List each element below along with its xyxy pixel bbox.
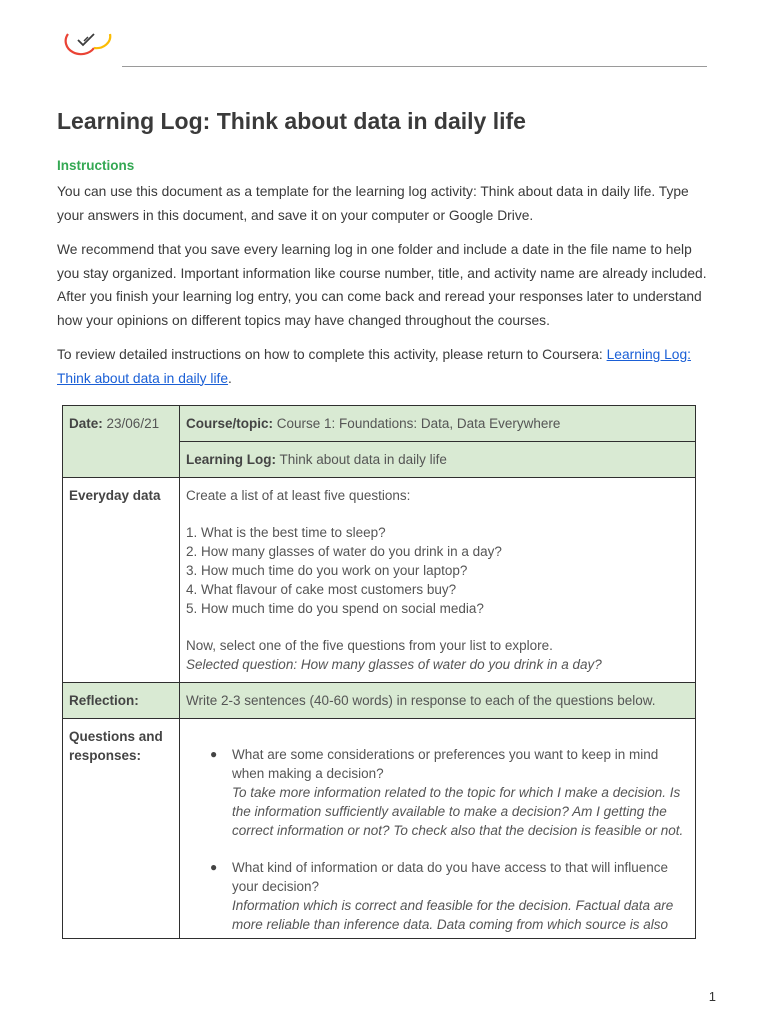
response-answer: Information which is correct and feasible for the decision. Factual data are more reliable than inference data. Data coming from which source is also [232,898,674,932]
date-value: 23/06/21 [106,416,160,431]
questions-intro: Create a list of at least five questions: [186,488,411,503]
response-answer: To take more information related to the topic for which I make a decision. Is the information sufficiently available to make a decision? Am I getting the correct information or not? To check also that the decision is feasible or not. [232,785,684,838]
course-label: Course/topic: [186,416,274,431]
instructions-paragraph-3 [57,343,709,390]
log-title-cell [180,442,696,478]
instructions-p3-text: To review detailed instructions on how to complete this activity, please return to Coursera: [57,347,607,362]
instructions-heading: Instructions [57,158,135,173]
questions-list [186,523,689,618]
reflection-cell [180,683,696,719]
qr-label: Questions and responses: [69,729,163,763]
instructions-paragraph-2: We recommend that you save every learning log in one folder and include a date in the file name to help you stay organized. Important information like course number, title, and activity name are already included. After you finish your learning log entry, you can come back and reread your responses later to understand how your opinions on different topics may have changed throughout the courses. [57,242,707,328]
list-item: 2. How many glasses of water do you drink in a day? [186,544,502,559]
page-number: 1 [708,989,716,1004]
response-question: What are some considerations or preferences you want to keep in mind when making a decision? [232,747,659,781]
page-title: Learning Log: Think about data in daily life [57,108,526,134]
list-item: 1. What is the best time to sleep? [186,525,386,540]
course-cell [180,406,696,442]
everyday-data-label: Everyday data [69,488,161,503]
response-item [186,858,689,934]
list-item: 5. How much time do you spend on social media? [186,601,484,616]
qr-label-cell [63,719,180,939]
google-logo-icon [64,28,116,58]
header-divider [122,66,707,67]
response-item [186,745,689,840]
date-label: Date: [69,416,103,431]
everyday-data-label-cell [63,478,180,683]
log-value: Think about data in daily life [279,452,447,467]
select-instruction: Now, select one of the five questions from your list to explore. [186,638,553,653]
reflection-label-cell [63,683,180,719]
bullet-icon: ● [210,747,218,761]
instructions-paragraph-1: You can use this document as a template for the learning log activity: Think about data in daily life. Type your answers in this document, and save it on your computer or Google Drive. [57,184,689,223]
list-item: 3. How much time do you work on your laptop? [186,563,468,578]
everyday-data-cell [180,478,696,683]
instructions-p3-suffix: . [228,370,232,386]
bullet-icon: ● [210,860,218,874]
response-question: What kind of information or data do you have access to that will influence your decision? [232,860,668,894]
list-item: 4. What flavour of cake most customers buy? [186,582,457,597]
selected-question: Selected question: How many glasses of water do you drink in a day? [186,657,602,672]
reflection-text: Write 2-3 sentences (40-60 words) in response to each of the questions below. [186,693,656,708]
course-value: Course 1: Foundations: Data, Data Everywhere [276,416,561,431]
log-label: Learning Log: [186,452,276,467]
date-cell [63,406,180,478]
instructions-section [57,156,709,401]
learning-log-table [62,405,696,939]
coursera-activity-link[interactable]: Learning Log: Think about data in daily life [57,347,691,386]
reflection-label: Reflection: [69,693,139,708]
responses-cell [180,719,696,939]
